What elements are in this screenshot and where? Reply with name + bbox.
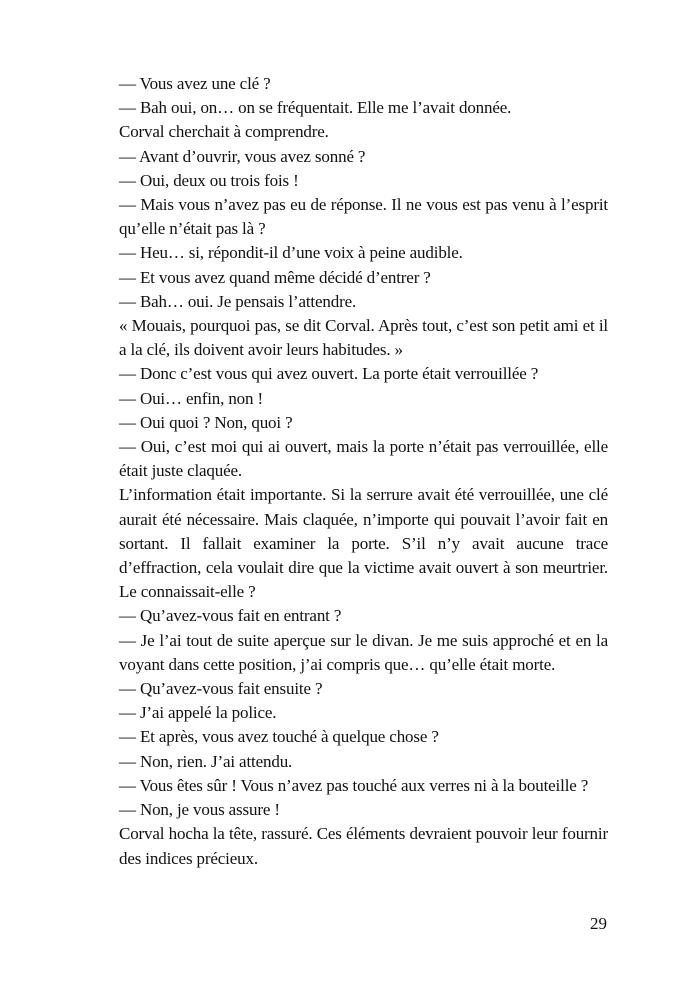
paragraph: — Oui… enfin, non !: [119, 388, 263, 408]
page-number: 29: [590, 914, 607, 933]
paragraph: — Qu’avez-vous fait en entrant ?: [119, 606, 342, 626]
paragraph: — Avant d’ouvrir, vous avez sonné ?: [119, 146, 366, 166]
paragraph: — Donc c’est vous qui avez ouvert. La porte était verrouillée ?: [119, 364, 539, 384]
paragraph: — Oui, deux ou trois fois !: [119, 170, 299, 190]
paragraph: Corval cherchait à comprendre.: [119, 122, 329, 142]
paragraph: — Qu’avez-vous fait ensuite ?: [119, 679, 323, 699]
paragraph: — Bah… oui. Je pensais l’attendre.: [119, 291, 357, 311]
paragraph: Corval hocha la tête, rassuré. Ces éléments devraient pouvoir leur fournir des indices précieux.: [119, 824, 608, 868]
paragraph: L’information était importante. Si la serrure avait été verrouillée, une clé aurait été nécessaire. Mais claquée, n’importe qui pouvait l’avoir fait en sortant. Il fallait examiner la porte. S’il n’y avait aucune trace d’effraction, cela voulait dire que la victime avait ouvert à son meurtrier. Le connaissait-elle ?: [119, 485, 608, 602]
paragraph: — Et vous avez quand même décidé d’entrer ?: [119, 267, 431, 287]
paragraph: — J’ai appelé la police.: [119, 703, 277, 723]
paragraph: — Oui quoi ? Non, quoi ?: [119, 412, 293, 432]
paragraph: — Mais vous n’avez pas eu de réponse. Il ne vous est pas venu à l’esprit qu’elle n’était pas là ?: [119, 195, 608, 239]
paragraph: « Mouais, pourquoi pas, se dit Corval. Après tout, c’est son petit ami et il a la clé, ils doivent avoir leurs habitudes. »: [119, 316, 608, 360]
paragraph: — Vous êtes sûr ! Vous n’avez pas touché aux verres ni à la bouteille ?: [119, 775, 589, 795]
paragraph: — Et après, vous avez touché à quelque chose ?: [119, 727, 439, 747]
paragraph: — Non, rien. J’ai attendu.: [119, 751, 293, 771]
paragraph: — Je l’ai tout de suite aperçue sur le divan. Je me suis approché et en la voyant dans cette position, j’ai compris que… qu’elle était morte.: [119, 630, 608, 674]
paragraph: — Heu… si, répondit-il d’une voix à peine audible.: [119, 243, 463, 263]
paragraph: — Oui, c’est moi qui ai ouvert, mais la porte n’était pas verrouillée, elle était juste claquée.: [119, 437, 608, 481]
paragraph: — Vous avez une clé ?: [119, 74, 271, 93]
body-text: [119, 72, 608, 871]
paragraph: — Bah oui, on… on se fréquentait. Elle me l’avait donnée.: [119, 98, 512, 118]
paragraph: — Non, je vous assure !: [119, 800, 280, 820]
